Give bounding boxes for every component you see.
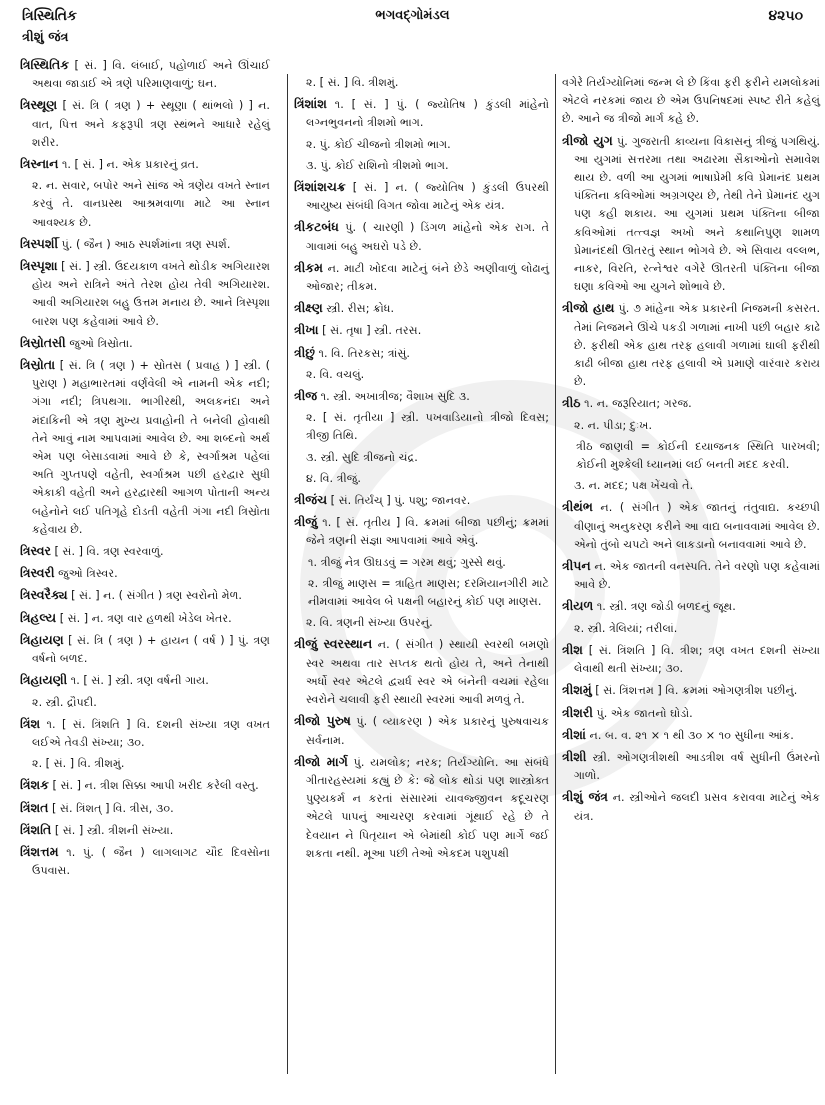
headword: ત્રીકટબંધ (294, 219, 339, 235)
dictionary-entry (294, 95, 549, 132)
dictionary-entry (20, 776, 270, 795)
headword: ત્રીશાં (562, 726, 586, 742)
headword: ત્રીજું (294, 514, 318, 530)
sub-sense: ૩. પું. કોઈ રાશિનો ત્રીશમો ભાગ. (306, 158, 449, 172)
page-number: ૪૨૫૦ (768, 8, 803, 24)
dictionary-entry (562, 641, 820, 678)
headword: ત્રીથંભ (562, 499, 593, 515)
book-title: ભગવદ્ગોમંડલ (375, 8, 450, 23)
definition-text: [ સં. ] ન. ત્રણ વાર હળથી ખેડેલ ખેતર. (56, 611, 232, 625)
definition-text: [ સં. ત્રિ ( ત્રણ ) + હાયન ( વર્ષ ) ] પું. ત્રણ વર્ષનો બળદ. (32, 633, 270, 666)
definition-text: [ સં. ત્રિંશત્ ] વિ. ત્રીસ, ૩૦. (48, 801, 174, 815)
guide-word-left: ત્રિસ્થિતિક (22, 8, 77, 24)
dictionary-entry (562, 557, 820, 594)
dictionary-entry (294, 513, 549, 550)
headword: ત્રિંશાંશ (294, 96, 327, 112)
dictionary-entry (20, 671, 270, 690)
headword: ત્રિસ્થૂણ (20, 97, 58, 113)
dictionary-entry (562, 394, 820, 413)
sub-sense: ૨. [ સં. તૃતીયા ] સ્ત્રી. પખવાડિયાનો ત્રીજો દિવસ; ત્રીજી તિથિ. (306, 411, 549, 443)
dictionary-entry (20, 56, 270, 93)
headword: ત્રિંશ (20, 715, 41, 731)
headword: ત્રીજો હાથ (562, 300, 615, 316)
definition-text: ન. સ્ત્રીઓને જલદી પ્રસવ કરાવવા માટેનું એક યંત્ર. (574, 791, 820, 823)
dictionary-entry (20, 96, 270, 152)
definition-text: [ સં. તૃષા ] સ્ત્રી. તરસ. (318, 324, 422, 338)
definition-text: [ સં. ] ન. ( સંગીત ) ત્રણ સ્વરોનો મેળ. (67, 589, 242, 603)
headword: ત્રીખા (294, 322, 319, 338)
definition-text: પું. ગુજરાતી કાવ્યના વિકાસનું ત્રીજું પગથિયું. આ યુગમાં સત્તરમા તથા અઢારમા સૈકાઓનો સમાવેશ થાય છે. વળી આ યુગમાં ભાષાપ્રેમી કવિ પ્રેમાનંદ પ્રથમ પંક્તિના કવિઓમાં અગ્રગણ્ય છે, તેથી તેને પ્રેમાનંદ યુગ પણ કહી શકાય. આ યુગમાં પ્રથમ પંક્તિના બીજા કવિઓમાં તત્ત્વજ્ઞ અખો અને કથાનિપુણ શામળ પ્રેમાનંદથી ઊતરતું સ્થાન ભોગવે છે. એ સિવાય વલ્લભ, નાકર, વિરતિ, રત્નેશ્વર વગેરે ઊતરતી પંક્તિના બીજા ઘણા કવિઓ આ યુગને શોભાવે છે. (574, 134, 820, 294)
column-3 (555, 74, 820, 1074)
definition-text: ન. ( સંગીત ) એક જાતનું તંતુવાદ્ય. કચ્છપી વીણાનું અનુકરણ કરીને આ વાદ્ય બનાવવામાં આવેલ છે. એનો તુંબો ચપટો અને લાકડાનો બનાવવામાં આવે છે. (574, 501, 820, 551)
headword: ત્રીપન (562, 558, 591, 574)
definition-text: પું. ( ચારણી ) ડિંગળ માંહેનો એક રાગ. તે ગાવામાં બહુ અઘરો પડે છે. (306, 221, 549, 253)
headword: ત્રીજું સ્વરસ્થાન (294, 636, 373, 652)
definition-text: [ સં. ત્રિ ( ત્રણ ) + સ્થૂણા ( થાંભલો ) ] ન. વાત, પિત્ત અને કફરૂપી ત્રણ સ્થંભને આધારે રહેલું શરીર. (32, 99, 270, 149)
dictionary-entry (562, 498, 820, 554)
dictionary-entry (294, 387, 549, 406)
definition-text: ન. માટી ખોદવા માટેનું બંને છેડે અણીવાળું લોઢાનું ઓજાર; તીકમ. (306, 261, 549, 294)
sub-sense: ૩. ન. મદદ; પક્ષ ખેંચવો તે. (574, 479, 694, 493)
headword: ત્રિસ્પર્શી (20, 235, 59, 251)
sub-sense: ૪. વિ. ત્રીજું. (306, 471, 361, 485)
dictionary-entry (20, 586, 270, 605)
headword: ત્રિસ્પૃશા (20, 258, 58, 274)
headword: ત્રીયળ (562, 598, 594, 614)
headword: ત્રિસ્રોતા (20, 357, 56, 373)
dictionary-entry (562, 704, 820, 723)
headword: ત્રીશમું (562, 682, 592, 698)
column-1 (20, 56, 270, 883)
sub-sense: ૨. [ સં. ] વિ. ત્રીશમું. (306, 76, 399, 89)
dictionary-entry (20, 843, 270, 880)
dictionary-entry (20, 799, 270, 818)
headword: ત્રિહલ્ય (20, 609, 57, 625)
headword: ત્રિંશત્તમ (20, 843, 59, 859)
definition-text: ૧. સ્ત્રી. અખાત્રીજ; વૈશાખ સુદિ ૩. (317, 390, 470, 404)
headword: ત્રિહાયણી (20, 672, 68, 688)
headword: ત્રિંશક (20, 777, 49, 793)
sub-sense: ૨. સ્ત્રી. ત્રેલિયાં; તરીલાં. (574, 621, 678, 635)
sub-sense: ૨. સ્ત્રી. દ્રૌપદી. (32, 695, 97, 709)
dictionary-entry (562, 681, 820, 700)
column-2 (287, 74, 549, 1074)
dictionary-entry (20, 609, 270, 628)
sub-sense: ૨. વિ. ત્રણની સંખ્યા ઉપરનું. (306, 616, 433, 630)
definition-text: પું. ( વ્યાકરણ ) એક પ્રકારનું પુરુષવાચક સર્વનામ. (306, 715, 549, 747)
definition-text: ન. ( સંગીત ) સ્થાયી સ્વરથી બમણો સ્વર અથવા તાર સપ્તક થતો હોય તે, અને તેનાથી અર્ધો સ્વર એટલે દ્વ્યર્ધ સ્વર એ બંનેની વચમાં રહેલા સ્વરોને ચલાવી ફરી સ્થાયી સ્વરમાં આવી મળવું તે. (306, 638, 549, 707)
definition-text: પું. ૭ માંહેના એક પ્રકારની નિજમની કસરત. તેમાં નિજમને ઊંચે પકડી ગળામાં નાખી પછી બહાર કાઢે છે. ફરીથી એક હાથ તરફ હલાવી ગળામાં ઘાલી ફરીથી કાઢી બીજા હાથ તરફ હલાવી એ પ્રમાણે વારંવાર કરાય છે. (574, 302, 821, 389)
headword: ત્રિસ્વરૈક્ય (20, 587, 68, 603)
dictionary-entry (20, 715, 270, 752)
definition-text: ૧. [ સં. ] પું. ( જ્યોતિષ ) કુંડલી માંહેનો લગ્નભુવનનો ત્રીશમો ભાગ. (306, 98, 549, 130)
definition-text: [ સં. ત્રિ ( ત્રણ ) + સ્રોતસ ( પ્રવાહ ) ] સ્ત્રી. ( પુરાણ ) મહાભારતમાં વર્ણવેલી એ નામની એક નદી; ગંગા નદી; ત્રિપથગા. ભાગીરથી, અલકનંદા અને મંદાકિની એ ત્રણ મુખ્ય પ્રવાહોની તે બનેલી હોવાથી તેને આવું નામ આપવામાં આવેલ છે. આ શબ્દનો અર્થ એમ પણ બેસાડવામાં આવે છે કે, સ્વર્ગાશ્રમ પહેલાં અતિ ગુપ્તપણે વહેતી, સ્વર્ગાશ્રમ પછી હરદ્વાર સુધી એકાકી વહેતી અને હરદ્વારથી આગળ પોતાની અન્ય બહેનોને લઈ પતિગૃહે દોડતી વહેતી ગંગા નદી ત્રિસ્રોતા કહેવાય છે. (32, 359, 270, 536)
dictionary-entry (562, 132, 820, 297)
dictionary-entry (294, 491, 549, 510)
sub-sense: ૨. ન. પીડા; દુઃખ. (574, 418, 653, 432)
definition-text: [ સં. ] વિ. લંબાઈ, પહોળાઈ અને ઊંચાઈ અથવા જાડાઈ એ ત્રણે પરિમાણવાળું; ઘન. (32, 59, 270, 91)
definition-text: પું. એક જાતનો ઘોડો. (592, 706, 693, 720)
dictionary-entry (294, 753, 549, 863)
dictionary-entry (562, 597, 820, 616)
sub-sense: ૨. ન. સવાર, બપોર અને સાંજ એ ત્રણેય વખતે સ્નાન કરવું તે. વાનપ્રસ્થ આશ્રમવાળા માટે આ સ્નાન આવશ્યક છે. (32, 179, 270, 229)
sub-sense: ૨. વિ. વચલું. (306, 367, 365, 381)
guide-word-second: ત્રીશું જંત્ર (22, 30, 69, 45)
definition-text: [ સં. ] સ્ત્રી. ઉદયકાળ વખતે થોડીક અગિયારશ હોય અને રાત્રિને અંતે તેરશ હોય તેવી અગિયારશ. આવી અગિયારશ બહુ ઉત્તમ મનાય છે. આને ત્રિસ્પૃશા બારશ પણ કહેવામાં આવે છે. (32, 260, 270, 328)
definition-text: ૧. [ સં. તૃતીય ] વિ. ક્રમમાં બીજા પછીનું; ક્રમમાં જેને ત્રણની સંજ્ઞા આપવામાં આવે એવું. (306, 516, 549, 548)
page-header (0, 0, 825, 40)
headword: ત્રિહાયણ (20, 631, 64, 647)
dictionary-entry (20, 155, 270, 174)
definition-text: જુઓ ત્રિસ્વર. (54, 567, 118, 581)
headword: ત્રીકમ (294, 259, 323, 275)
headword: ત્રીક્ષ્ણ (294, 300, 323, 316)
definition-text: સ્ત્રી. ઓગણત્રીશથી આડત્રીશ વર્ષ સુધીની ઉંમરનો ગાળો. (574, 750, 820, 783)
dictionary-entry (294, 259, 549, 296)
definition-text: ૧. [ સં. ] ન. એક પ્રકારનું વ્રત. (58, 158, 199, 172)
dictionary-entry (294, 218, 549, 255)
sub-sense: ૨. પું. કોઈ ચીજનો ત્રીશમો ભાગ. (306, 137, 451, 151)
definition-text: ૧. ન. જરૂરિયાત; ગરજ. (580, 397, 692, 411)
definition-text: [ સં. ] સ્ત્રી. ત્રીશની સંખ્યા. (51, 823, 174, 837)
definition-text: ૧. વિ. તિરકસ; ત્રાંસું. (314, 346, 410, 360)
headword: ત્રીશી (562, 748, 587, 764)
headword: ત્રિસ્વર (20, 543, 51, 559)
dictionary-entry (294, 321, 549, 340)
dictionary-entry (20, 821, 270, 840)
dictionary-entry (20, 257, 270, 331)
headword: ત્રીજો પુરુષ (294, 713, 351, 729)
sub-sense: ૨. [ સં. ] વિ. ત્રીશમું. (32, 757, 125, 771)
definition-text: પું. ( જૈન ) આઠ સ્પર્શમાંના ત્રણ સ્પર્શ. (58, 237, 231, 251)
headword: ત્રીશું જંત્ર (562, 789, 608, 805)
dictionary-entry (20, 334, 270, 353)
definition-text: [ સં. ] વિ. ત્રણ સ્વરવાળું. (50, 545, 164, 559)
headword: ત્રીશરી (562, 704, 593, 720)
headword: ત્રિંશાંશચક્ર (294, 179, 346, 195)
headword: ત્રીશ (562, 641, 583, 657)
dictionary-entry (562, 788, 820, 825)
definition-text: ન. એક જાતની વનસ્પતિ. તેને વરણો પણ કહેવામાં આવે છે. (574, 560, 820, 592)
definition-text: સ્ત્રી. રીસ; ક્રોધ. (322, 302, 395, 316)
dictionary-entry (294, 344, 549, 363)
definition-text: [ સં. ] ન. ત્રીશ સિક્કા આપી ખરીદ કરેલી વસ્તુ. (48, 779, 259, 793)
definition-text: [ સં. ] ન. ( જ્યોતિષ ) કુંડલી ઉપરથી આયુષ્ય સંબંધી વિગત જોવા માટેનું એક યંત્ર. (306, 181, 549, 213)
headword: ત્રિસ્થિતિક (20, 57, 70, 72)
dictionary-entry (20, 631, 270, 668)
idiom: ત્રીઠ જાણવી = કોઈની દયાજનક સ્થિતિ પારખવી; કોઈની મુશ્કેલી ધ્યાનમાં લઈ બનતી મદદ કરવી. (576, 439, 820, 472)
dictionary-entry (562, 726, 820, 745)
headword: ત્રિંશત (20, 799, 49, 815)
definition-text: જુઓ ત્રિસ્રોતા. (65, 336, 133, 350)
definition-text: ન. બ. વ. ૨૧ × ૧ થી ૩૦ × ૧૦ સુધીના આંક. (585, 728, 794, 742)
idiom: ૧. ત્રીજું નેત્ર ઊઘડવું = ગરમ થવું; ગુસ્સે થવું. (308, 555, 506, 569)
dictionary-entry (20, 235, 270, 254)
dictionary-entry (20, 356, 270, 539)
headword: ત્રીજંચ (294, 492, 328, 508)
headword: ત્રિસ્રોતસી (20, 334, 66, 350)
headword: ત્રીજ (294, 388, 318, 404)
headword: ત્રીજો યુગ (562, 132, 613, 148)
dictionary-entry (562, 748, 820, 785)
definition-text: [ સં. તિર્યંચ્ ] પું. પશુ; જાનવર. (327, 494, 471, 508)
definition-text: [ સં. ત્રિંશતિ ] વિ. ત્રીશ; ત્રણ વખત દશની સંખ્યા લેવાથી થતી સંખ્યા; ૩૦. (574, 643, 820, 676)
sub-sense: ૩. સ્ત્રી. સુદિ ત્રીજનો ચંદ્ર. (306, 450, 418, 464)
headword: ત્રિસ્નાન (20, 156, 59, 172)
dictionary-entry (294, 712, 549, 749)
definition-text: ૧. [ સં. ] સ્ત્રી. ત્રણ વર્ષની ગાય. (67, 674, 209, 688)
idiom: ૨. ત્રીજું માણસ = ત્રાહિત માણસ; દરમિયાનગીરી માટે નીમવામાં આવેલ બે પક્ષની બહારનું કોઈ પણ માણસ. (308, 576, 549, 609)
dictionary-entry (20, 564, 270, 583)
headword: ત્રીછું (294, 344, 315, 360)
dictionary-entry (20, 542, 270, 561)
headword: ત્રિસ્વરી (20, 565, 55, 581)
headword: ત્રીઠ (562, 395, 581, 411)
headword: ત્રીજો માર્ગ (294, 753, 348, 769)
dictionary-entry (294, 178, 549, 215)
definition-text: પું. યમલોક; નરક; તિર્યગ્યોનિ. આ સંબંધે ગીતારહસ્યમાં કહ્યું છે કે: જે લોક થોડાં પણ શાસ્ત્રોક્ત પુણ્યકર્મ ન કરતાં સંસારમાં યાવજ્જીવન કદૂચરણ એટલે પાપનું આચરણ કરવામાં ગૂંથાઈ રહે છે તે દેવયાન ને પિતૃયાન એ બેમાંથી કોઈ પણ માર્ગે જઈ શકતા નથી. મૂઆ પછી તેઓ એકદમ પશુપક્ષી (306, 755, 550, 860)
headword: ત્રિંશતિ (20, 821, 52, 837)
definition-text: [ સં. ત્રિંશત્તમ ] વિ. ક્રમમાં ઓગણત્રીશ પછીનું. (591, 684, 798, 698)
dictionary-entry (562, 299, 820, 391)
definition-text: ૧. પું. ( જૈન ) લાગલાગટ ચૌદ દિવસોના ઉપવાસ. (32, 845, 270, 878)
dictionary-entry (294, 299, 549, 318)
dictionary-entry (294, 635, 549, 709)
definition-text: ૧. સ્ત્રી. ત્રણ જોડી બળદનું જૂથ. (593, 600, 736, 614)
definition-text: ૧. [ સં. ત્રિંશતિ ] વિ. દશની સંખ્યા ત્રણ વખત લઈએ તેવડી સંખ્યા; ૩૦. (32, 717, 270, 749)
continued-text: વગેરે તિર્યગ્યોનિમાં જન્મ લે છે કિંવા ફરી ફરીને યમલોકમાં એટલે નરકમાં જાય છે એમ ઉપનિષદમાં સ્પષ્ટ રીતે કહેલું છે. આને જ ત્રીજો માર્ગ કહે છે. (562, 76, 820, 126)
